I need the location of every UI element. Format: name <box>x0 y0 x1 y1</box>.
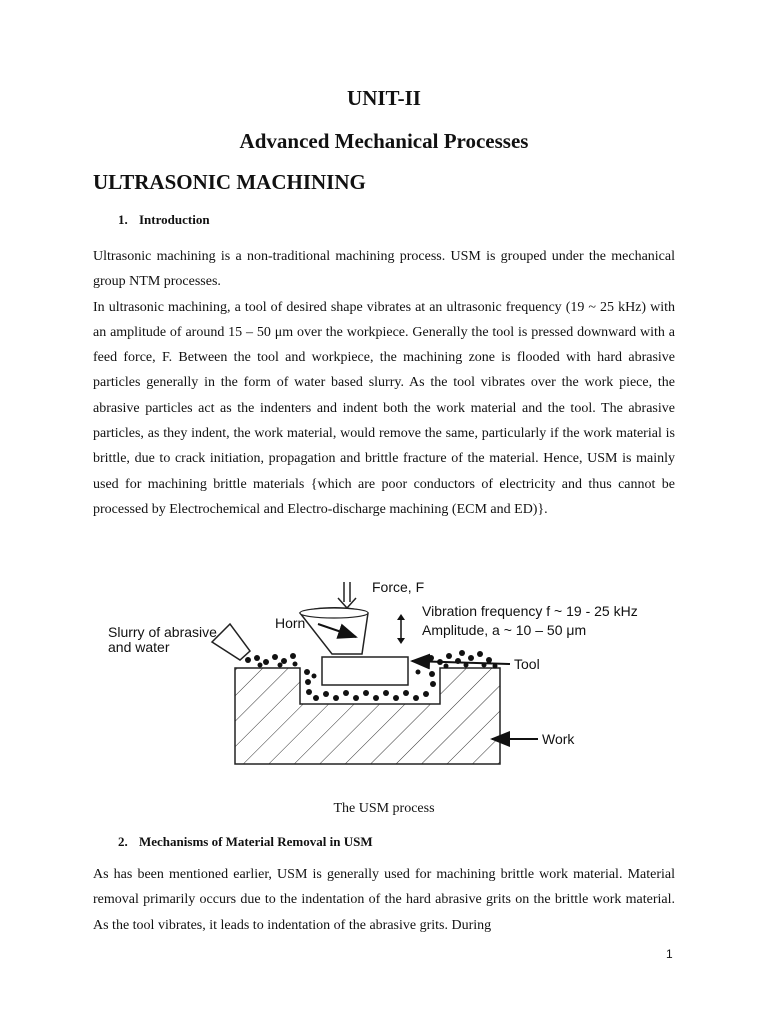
intro-body <box>93 244 675 522</box>
figure-caption: The USM process <box>333 801 435 816</box>
label-force: Force, F <box>372 579 425 595</box>
mechanisms-heading-number: 2. <box>118 834 128 849</box>
label-work: Work <box>542 731 575 747</box>
label-slurry-line1: Slurry of abrasive <box>108 624 217 640</box>
mechanisms-paragraph: As has been mentioned earlier, USM is generally used for machining brittle work material. Material removal primarily occurs due to the indentation of the hard abrasive grits on the brittle work material. As the tool vibrates, it leads to indentation of the abrasive grits. During <box>93 867 675 933</box>
mechanisms-body <box>93 862 675 938</box>
intro-heading <box>118 212 210 228</box>
label-vibration: Vibration frequency f ~ 19 - 25 kHz <box>422 603 638 619</box>
label-tool: Tool <box>514 656 540 672</box>
usm-diagram <box>100 576 680 776</box>
slurry-nozzle <box>212 624 250 660</box>
intro-heading-text: Introduction <box>139 212 210 227</box>
page-number: 1 <box>666 947 673 961</box>
section-title: ULTRASONIC MACHINING <box>93 170 366 194</box>
usm-process-figure <box>100 576 680 776</box>
intro-heading-number: 1. <box>118 212 128 227</box>
label-horn: Horn <box>275 615 306 631</box>
document-subtitle: Advanced Mechanical Processes <box>239 129 529 153</box>
label-slurry-line2: and water <box>108 639 170 655</box>
intro-paragraph-1: Ultrasonic machining is a non-traditional machining process. USM is grouped under the mechanical group NTM processes. <box>93 249 675 290</box>
unit-title: UNIT-II <box>347 86 421 110</box>
mechanisms-heading <box>118 834 373 850</box>
label-amplitude: Amplitude, a ~ 10 – 50 μm <box>422 622 587 638</box>
tool-block <box>322 657 408 685</box>
mechanisms-heading-text: Mechanisms of Material Removal in USM <box>139 834 373 849</box>
intro-paragraph-2: In ultrasonic machining, a tool of desired shape vibrates at an ultrasonic frequency (19 ~ 25 kHz) with an amplitude of around 15 – 50 μm over the workpiece. Generally the tool is pressed downward with a feed force, F. Between the tool and workpiece, the machining zone is flooded with hard abrasive particles generally in the form of water based slurry. As the tool vibrates over the work piece, the abrasive particles act as the indenters and indent both the work material and the tool. The abrasive particles, as they indent, the work material, would remove the same, particularly if the work material is brittle, due to crack initiation, propagation and brittle fracture of the material. Hence, USM is mainly used for machining brittle materials {which are poor conductors of electricity and thus cannot be processed by Electrochemical and Electro-discharge machining (ECM and ED)}. <box>93 299 675 517</box>
